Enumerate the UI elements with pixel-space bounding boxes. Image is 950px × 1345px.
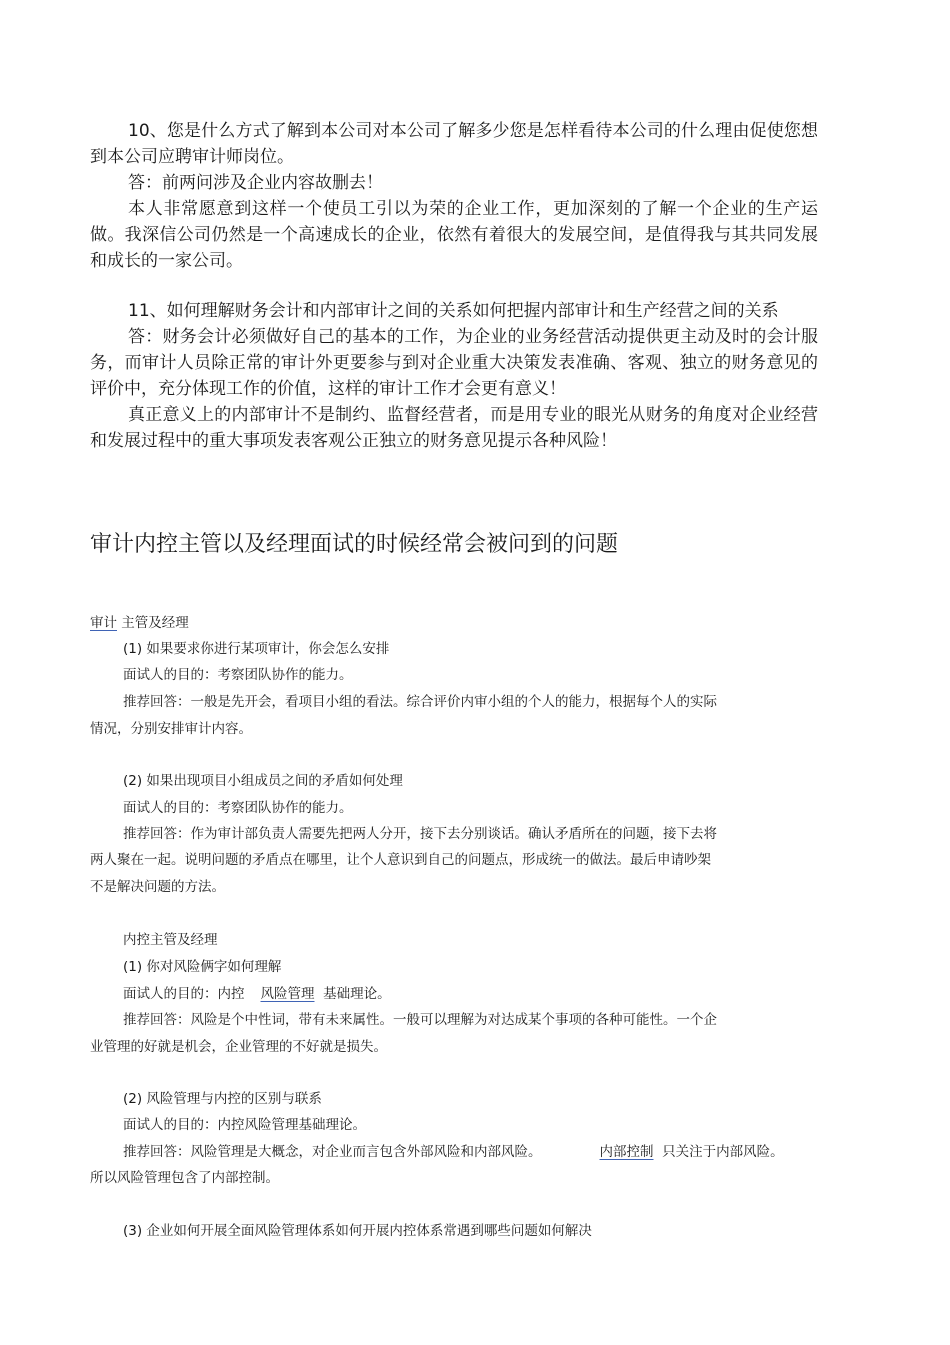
- audit-q1-question: (1) 如果要求你进行某项审计，你会怎么安排: [123, 641, 390, 657]
- q10-question: 10、您是什么方式了解到本公司对本公司了解多少您是怎样看待本公司的什么理由促使您想到本公司应聘审计师岗位。: [90, 121, 818, 167]
- control-q2-answer-rest: 只关注于内部风险。: [662, 1144, 784, 1160]
- q10-answer-note: 答：前两问涉及企业内容故删去！: [128, 173, 383, 193]
- control-q1-question: (1) 你对风险俩字如何理解: [123, 959, 282, 975]
- control-q2-answer-text: 推荐回答：风险管理是大概念，对企业而言包含外部风险和内部风险。: [123, 1144, 542, 1160]
- control-heading: 内控主管及经理: [123, 932, 218, 948]
- risk-management-link[interactable]: 风险管理: [260, 986, 315, 1002]
- audit-q2-answer-line3: 不是解决问题的方法。: [90, 879, 225, 895]
- audit-q2-answer-line2: 两人聚在一起。说明问题的矛盾点在哪里，让个人意识到自己的问题点，形成统一的做法。最后申请吵架: [90, 852, 711, 868]
- q11-answer: 答：财务会计必须做好自己的基本的工作，为企业的业务经营活动提供更主动及时的会计服务，而审计人员除正常的审计外更要参与到对企业重大决策发表准确、客观、独立的财务意见的评价中，充分体现工作的价值，这样的审计工作才会更有意义！: [90, 327, 818, 399]
- audit-link[interactable]: 审计: [90, 615, 117, 631]
- internal-control-link[interactable]: 内部控制: [599, 1144, 654, 1160]
- control-q2-answer-line2: 所以风险管理包含了内部控制。: [90, 1170, 279, 1186]
- audit-heading-rest: 主管及经理: [121, 615, 189, 631]
- q11-question: 11、如何理解财务会计和内部审计之间的关系如何把握内部审计和生产经营之间的关系: [128, 301, 779, 321]
- section-title: 审计内控主管以及经理面试的时候经常会被问到的问题: [90, 532, 619, 557]
- control-q1-answer-line1: 推荐回答：风险是个中性词，带有未来属性。一般可以理解为对达成某个事项的各种可能性。一个企: [123, 1012, 717, 1028]
- control-q2-answer-line1: [123, 1139, 784, 1165]
- audit-q1-answer-line2: 情况，分别安排审计内容。: [90, 721, 252, 737]
- audit-q2-question: (2) 如果出现项目小组成员之间的矛盾如何处理: [123, 773, 403, 789]
- audit-heading: [90, 610, 189, 636]
- control-q1-purpose-rest: 基础理论。: [323, 986, 391, 1002]
- control-q1-purpose: [123, 981, 391, 1007]
- control-q2-purpose: 面试人的目的：内控风险管理基础理论。: [123, 1117, 366, 1133]
- audit-q1-answer-line1: 推荐回答：一般是先开会，看项目小组的看法。综合评价内审小组的个人的能力，根据每个人的实际: [123, 694, 717, 710]
- audit-q2-purpose: 面试人的目的：考察团队协作的能力。: [123, 800, 353, 816]
- q11-answer-2: 真正意义上的内部审计不是制约、监督经营者，而是用专业的眼光从财务的角度对企业经营和发展过程中的重大事项发表客观公正独立的财务意见提示各种风险！: [90, 405, 818, 451]
- audit-q1-purpose: 面试人的目的：考察团队协作的能力。: [123, 667, 353, 683]
- q10-answer-body: 本人非常愿意到这样一个使员工引以为荣的企业工作，更加深刻的了解一个企业的生产运做。我深信公司仍然是一个高速成长的企业，依然有着很大的发展空间，是值得我与其共同发展和成长的一家公司。: [90, 199, 818, 271]
- control-q1-answer-line2: 业管理的好就是机会，企业管理的不好就是损失。: [90, 1039, 387, 1055]
- control-q3-question: (3) 企业如何开展全面风险管理体系如何开展内控体系常遇到哪些问题如何解决: [123, 1223, 592, 1239]
- audit-q2-answer-line1: 推荐回答：作为审计部负责人需要先把两人分开，接下去分别谈话。确认矛盾所在的问题，接下去将: [123, 826, 717, 842]
- control-q1-purpose-label: 面试人的目的：内控: [123, 986, 245, 1002]
- control-q2-question: (2) 风险管理与内控的区别与联系: [123, 1091, 322, 1107]
